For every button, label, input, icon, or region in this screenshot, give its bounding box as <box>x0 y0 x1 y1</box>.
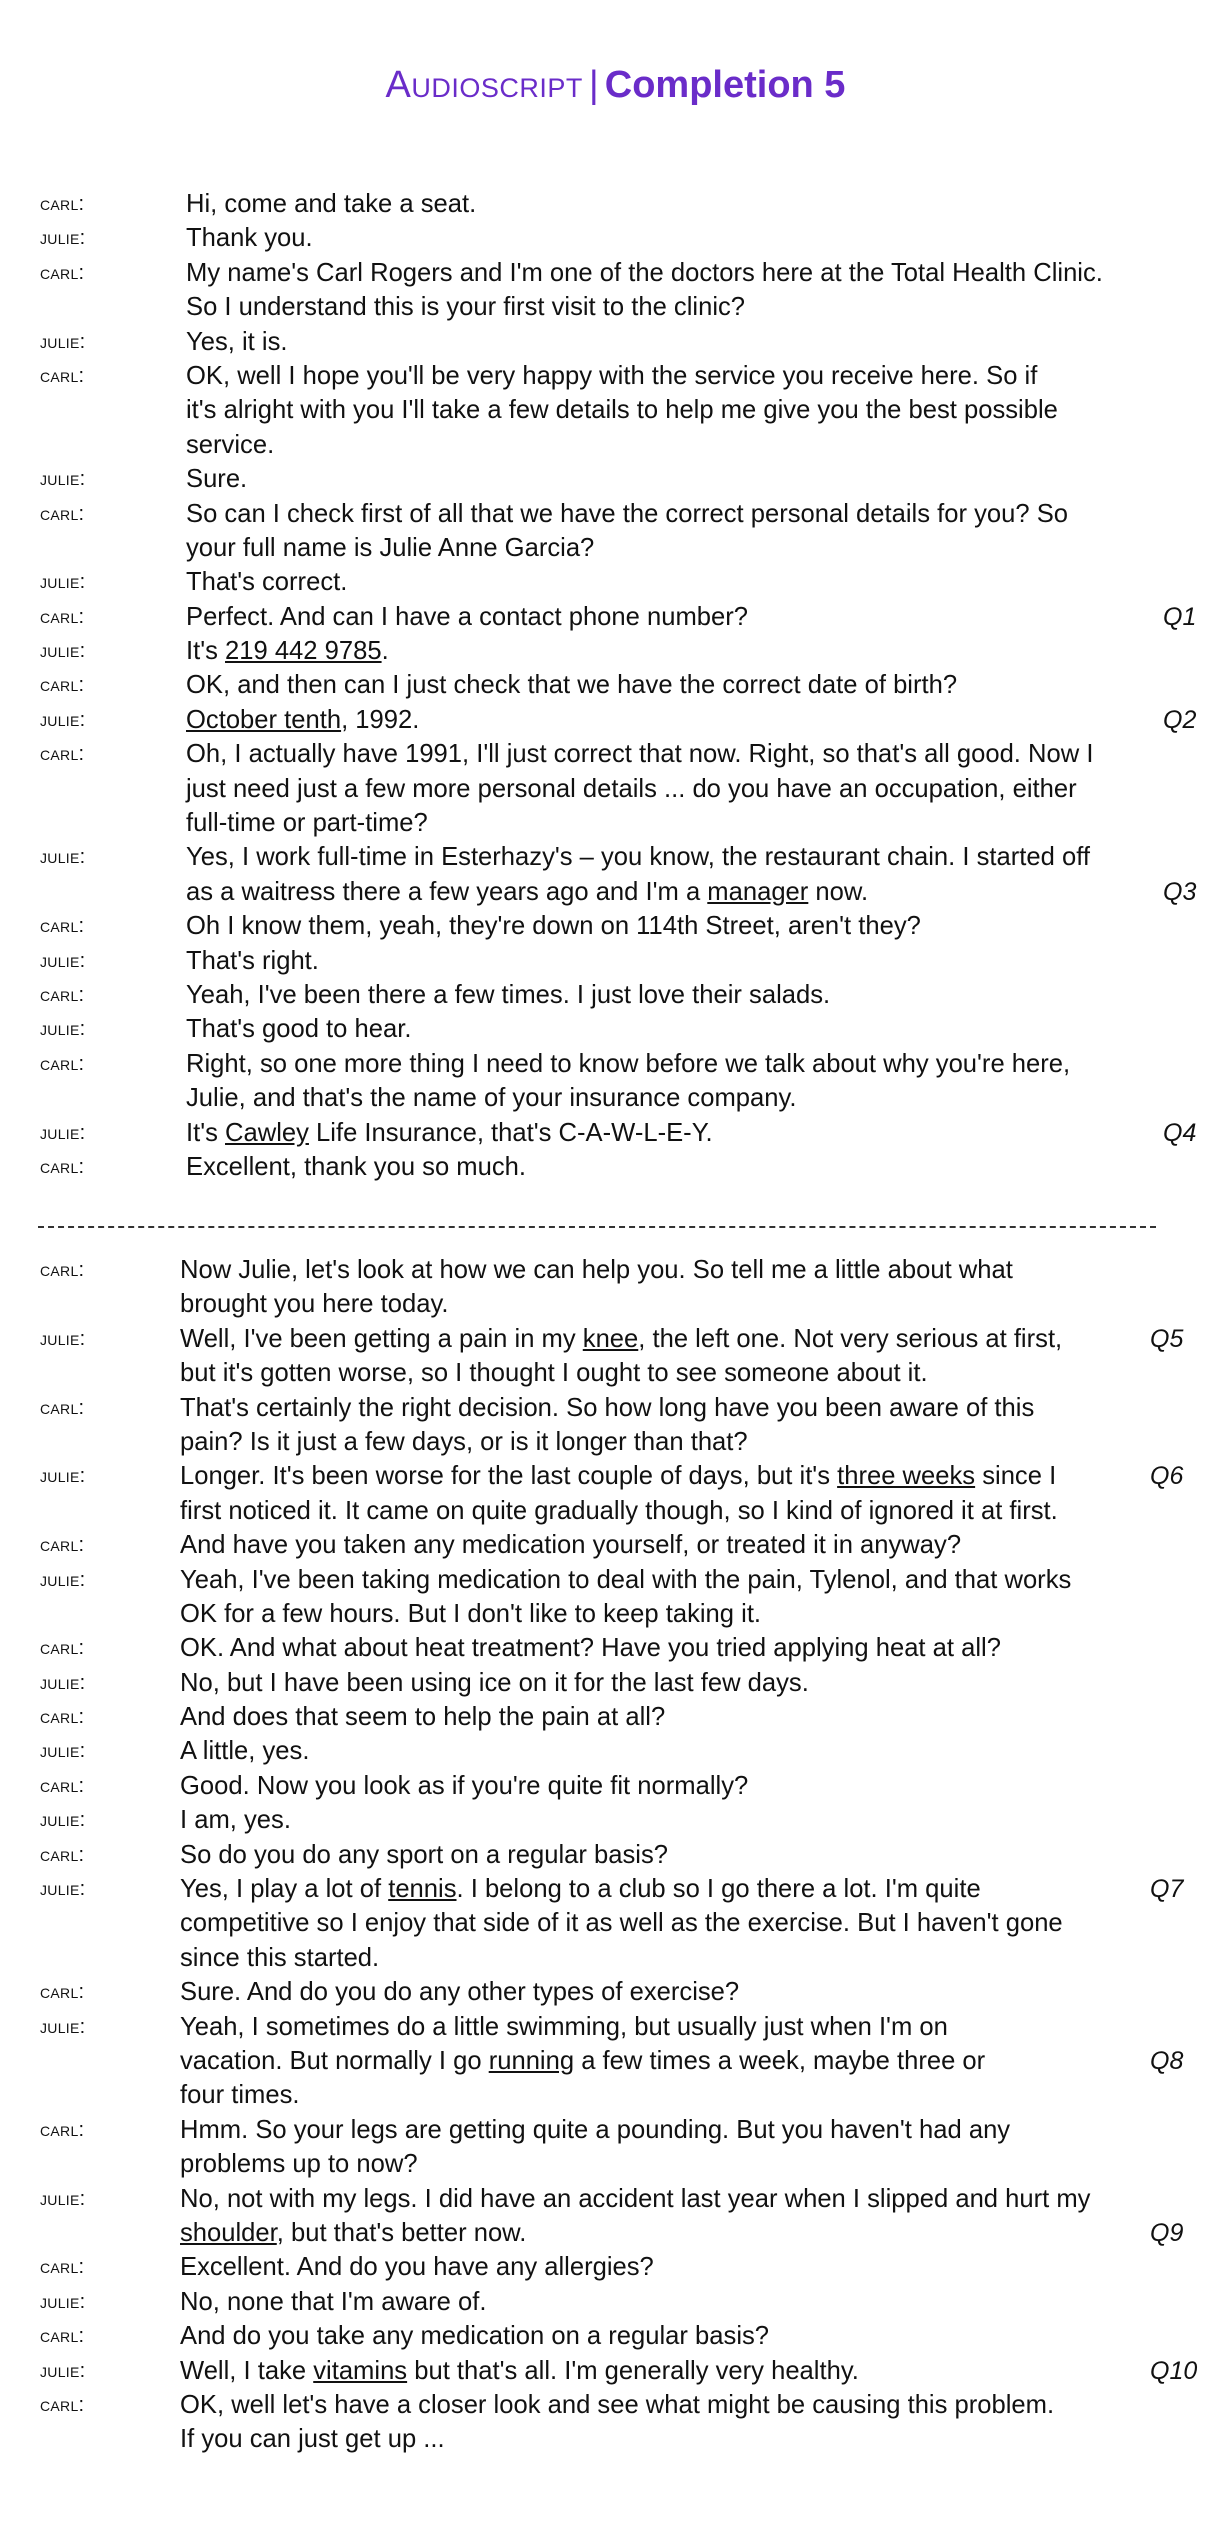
text-segment: So do you do any sport on a regular basis? <box>180 1840 669 1869</box>
text-segment: I am, yes. <box>180 1806 291 1835</box>
text-segment: since I <box>975 1462 1057 1491</box>
dialogue-line <box>0 2182 1231 2216</box>
text-segment: Yeah, I sometimes do a little swimming, but usually just when I'm on <box>180 2012 948 2041</box>
dialogue-line <box>0 2285 1231 2319</box>
question-marker: Q8 <box>1150 2046 1184 2075</box>
title-main: Completion 5 <box>604 64 846 106</box>
answer-underlined: October tenth <box>186 705 342 734</box>
text-segment: brought you here today. <box>180 1290 449 1319</box>
text-segment: And do you take any medication on a regular basis? <box>180 2322 770 2351</box>
speaker-label: julie: <box>40 1809 86 1832</box>
speaker-label: julie: <box>40 1568 86 1591</box>
question-marker: Q9 <box>1150 2218 1184 2247</box>
speaker-label: julie: <box>40 846 86 869</box>
text-segment: a few times a week, maybe three or <box>574 2046 986 2075</box>
question-marker: Q10 <box>1150 2356 1198 2385</box>
speaker-label: carl: <box>40 915 85 938</box>
line-text <box>180 1734 309 1768</box>
speaker-label: carl: <box>40 364 85 387</box>
speaker-label: carl: <box>40 1843 85 1866</box>
line-text <box>180 1769 748 1803</box>
text-segment: OK, well let's have a closer look and see what might be causing this problem. <box>180 2390 1055 2419</box>
line-text <box>186 393 1058 427</box>
text-segment: OK, well I hope you'll be very happy with the service you receive here. So if <box>186 361 1038 390</box>
dialogue-line <box>0 703 1231 737</box>
text-segment: but that's all. I'm generally very healthy. <box>407 2356 859 2385</box>
text-segment: OK, and then can I just check that we have the correct date of birth? <box>186 671 958 700</box>
title-prefix: Audioscript <box>385 64 583 106</box>
line-text <box>180 2044 985 2078</box>
speaker-label: carl: <box>40 1396 85 1419</box>
speaker-label: carl: <box>40 743 85 766</box>
text-segment: Oh I know them, yeah, they're down on 114th Street, aren't they? <box>186 912 921 941</box>
line-text <box>186 909 921 943</box>
line-text <box>186 187 476 221</box>
text-segment: Yeah, I've been there a few times. I just love their salads. <box>186 980 831 1009</box>
text-segment: If you can just get up ... <box>180 2425 445 2454</box>
text-segment: Thank you. <box>186 224 313 253</box>
line-text <box>186 1116 713 1150</box>
text-segment: it's alright with you I'll take a few details to help me give you the best possible <box>186 396 1058 425</box>
dialogue-line <box>0 1425 1231 1459</box>
dialogue-line <box>0 737 1231 771</box>
dialogue-line <box>0 1941 1231 1975</box>
text-segment: problems up to now? <box>180 2150 418 2179</box>
speaker-label: carl: <box>40 2118 85 2141</box>
dialogue-line <box>0 1528 1231 1562</box>
title-separator: | <box>588 64 599 106</box>
line-text <box>180 1803 291 1837</box>
line-text <box>180 1425 748 1459</box>
text-segment: That's right. <box>186 946 319 975</box>
text-segment: Sure. And do you do any other types of exercise? <box>180 1978 740 2007</box>
dialogue-line <box>0 1769 1231 1803</box>
dialogue-line <box>0 909 1231 943</box>
answer-underlined: tennis <box>388 1875 457 1904</box>
dialogue-line <box>0 1631 1231 1665</box>
speaker-label: julie: <box>40 2359 86 2382</box>
line-text <box>186 497 1068 531</box>
answer-underlined: manager <box>707 877 809 906</box>
text-segment: Hmm. So your legs are getting quite a pounding. But you haven't had any <box>180 2115 1011 2144</box>
speaker-label: julie: <box>40 1327 86 1350</box>
line-text <box>180 1838 668 1872</box>
dialogue-line <box>0 531 1231 565</box>
text-segment: Excellent, thank you so much. <box>186 1152 527 1181</box>
dialogue-line <box>0 634 1231 668</box>
line-text <box>180 1459 1056 1493</box>
line-text <box>180 1356 928 1390</box>
text-segment: Life Insurance, that's C-A-W-L-E-Y. <box>308 1118 713 1147</box>
text-segment: And does that seem to help the pain at all? <box>180 1703 666 1732</box>
line-text <box>180 2010 948 2044</box>
text-segment: four times. <box>180 2081 300 2110</box>
question-marker: Q4 <box>1163 1118 1197 1147</box>
speaker-label: julie: <box>40 1878 86 1901</box>
text-segment: Excellent. And do you have any allergies? <box>180 2253 654 2282</box>
dialogue-line <box>0 1494 1231 1528</box>
line-text <box>180 1666 809 1700</box>
text-segment: Good. Now you look as if you're quite fit normally? <box>180 1771 749 1800</box>
dialogue-line <box>0 978 1231 1012</box>
text-segment: but it's gotten worse, so I thought I ought to see someone about it. <box>180 1359 928 1388</box>
text-segment: . <box>381 637 389 666</box>
line-text <box>186 428 274 462</box>
line-text <box>180 2113 1010 2147</box>
dialogue-line <box>0 1734 1231 1768</box>
dialogue-line <box>0 2319 1231 2353</box>
text-segment: Hi, come and take a seat. <box>186 190 477 218</box>
line-text <box>186 1047 1070 1081</box>
line-text <box>180 1322 1062 1356</box>
answer-underlined: 219 442 9785 <box>225 637 382 666</box>
dialogue-line <box>0 668 1231 702</box>
dialogue-line <box>0 2113 1231 2147</box>
dialogue-line <box>0 187 1231 221</box>
speaker-label: julie: <box>40 640 86 663</box>
speaker-label: julie: <box>40 2187 86 2210</box>
line-text <box>180 1287 448 1321</box>
line-text <box>186 256 1103 290</box>
line-text <box>186 737 1093 771</box>
question-marker: Q5 <box>1150 1324 1184 1353</box>
line-text <box>186 840 1090 874</box>
line-text <box>180 2388 1054 2422</box>
text-segment: It's <box>186 637 226 666</box>
line-text <box>186 806 428 840</box>
line-text <box>186 600 748 634</box>
dialogue-line <box>0 1253 1231 1287</box>
dialogue-line <box>0 2250 1231 2284</box>
text-segment: Yes, it is. <box>186 327 288 356</box>
text-segment: OK. And what about heat treatment? Have you tried applying heat at all? <box>180 1634 1001 1663</box>
answer-underlined: vitamins <box>313 2356 408 2385</box>
speaker-label: carl: <box>40 1155 85 1178</box>
line-text <box>186 1012 411 1046</box>
dialogue-line <box>0 1872 1231 1906</box>
speaker-label: carl: <box>40 1774 85 1797</box>
speaker-label: julie: <box>40 708 86 731</box>
text-segment: pain? Is it just a few days, or is it longer than that? <box>180 1427 748 1456</box>
line-text <box>180 1631 1001 1665</box>
text-segment: since this started. <box>180 1943 380 1972</box>
dialogue-line <box>0 1150 1231 1184</box>
text-segment: now. <box>808 877 869 906</box>
dialogue-line <box>0 1116 1231 1150</box>
line-text <box>186 944 319 978</box>
speaker-label: julie: <box>40 571 86 594</box>
text-segment: It's <box>186 1118 226 1147</box>
line-text <box>180 1391 1034 1425</box>
speaker-label: carl: <box>40 2325 85 2348</box>
text-segment: Perfect. And can I have a contact phone number? <box>186 602 749 631</box>
text-segment: So I understand this is your first visit to the clinic? <box>186 293 746 322</box>
dialogue-line <box>0 565 1231 599</box>
dialogue-line <box>0 1563 1231 1597</box>
text-segment: Yes, I play a lot of <box>180 1875 389 1904</box>
speaker-label: julie: <box>40 330 86 353</box>
line-text <box>180 2422 445 2456</box>
text-segment: A little, yes. <box>180 1737 310 1766</box>
line-text <box>180 1528 961 1562</box>
speaker-label: carl: <box>40 2393 85 2416</box>
answer-underlined: knee <box>582 1324 639 1353</box>
dialogue-line <box>0 1975 1231 2009</box>
text-segment: , 1992. <box>341 705 420 734</box>
dialogue-line <box>0 1906 1231 1940</box>
text-segment: So can I check first of all that we have the correct personal details for you? So <box>186 499 1069 528</box>
text-segment: Well, I take <box>180 2356 314 2385</box>
text-segment: No, but I have been using ice on it for the last few days. <box>180 1668 809 1697</box>
question-marker: Q3 <box>1163 877 1197 906</box>
speaker-label: carl: <box>40 674 85 697</box>
text-segment: , the left one. Not very serious at first, <box>638 1324 1063 1353</box>
text-segment: vacation. But normally I go <box>180 2046 489 2075</box>
text-segment: That's correct. <box>186 568 348 597</box>
line-text <box>186 531 594 565</box>
text-segment: Now Julie, let's look at how we can help you. So tell me a little about what <box>180 1256 1013 1284</box>
dialogue-line <box>0 2147 1231 2181</box>
dialogue-line <box>0 428 1231 462</box>
line-text <box>180 1906 1063 1940</box>
line-text <box>186 668 957 702</box>
line-text <box>180 1597 761 1631</box>
line-text <box>180 1941 379 1975</box>
dialogue-line <box>0 290 1231 324</box>
answer-underlined: three weeks <box>837 1462 976 1491</box>
line-text <box>186 221 313 255</box>
text-segment: , but that's better now. <box>276 2218 527 2247</box>
dialogue-line <box>0 772 1231 806</box>
speaker-label: carl: <box>40 261 85 284</box>
dialogue-line <box>0 393 1231 427</box>
section-divider <box>38 1226 1156 1228</box>
dialogue-line <box>0 2010 1231 2044</box>
speaker-label: julie: <box>40 2015 86 2038</box>
speaker-label: carl: <box>40 1706 85 1729</box>
line-text <box>180 2285 487 2319</box>
dialogue-line <box>0 1391 1231 1425</box>
answer-underlined: Cawley <box>225 1118 309 1147</box>
line-text <box>180 1975 739 2009</box>
text-segment: as a waitress there a few years ago and I'm a <box>186 877 708 906</box>
speaker-label: julie: <box>40 468 86 491</box>
text-segment: OK for a few hours. But I don't like to keep taking it. <box>180 1599 762 1628</box>
page-title <box>0 62 1231 108</box>
dialogue-line <box>0 840 1231 874</box>
dialogue-line <box>0 1700 1231 1734</box>
line-text <box>186 875 868 909</box>
dialogue-line <box>0 2388 1231 2422</box>
speaker-label: carl: <box>40 983 85 1006</box>
line-text <box>180 2354 859 2388</box>
dialogue-line <box>0 600 1231 634</box>
text-segment: That's certainly the right decision. So how long have you been aware of this <box>180 1393 1035 1422</box>
dialogue-line <box>0 1012 1231 1046</box>
dialogue-line <box>0 2354 1231 2388</box>
speaker-label: julie: <box>40 949 86 972</box>
question-marker: Q2 <box>1163 705 1197 734</box>
text-segment: That's good to hear. <box>186 1015 412 1044</box>
dialogue-line <box>0 1597 1231 1631</box>
line-text <box>180 2250 654 2284</box>
speaker-label: carl: <box>40 1052 85 1075</box>
line-text <box>186 290 745 324</box>
dialogue-line <box>0 1322 1231 1356</box>
question-marker: Q7 <box>1150 1875 1184 1904</box>
dialogue-line <box>0 944 1231 978</box>
line-text <box>180 1494 1058 1528</box>
text-segment: No, not with my legs. I did have an accident last year when I slipped and hurt my <box>180 2184 1091 2213</box>
answer-underlined: shoulder <box>180 2218 277 2247</box>
text-segment: Longer. It's been worse for the last couple of days, but it's <box>180 1462 838 1491</box>
dialogue-line <box>0 1081 1231 1115</box>
text-segment: And have you taken any medication yourself, or treated it in anyway? <box>180 1531 962 1560</box>
dialogue-line <box>0 359 1231 393</box>
dialogue-line <box>0 497 1231 531</box>
text-segment: Right, so one more thing I need to know before we talk about why you're here, <box>186 1049 1071 1078</box>
line-text <box>180 1872 981 1906</box>
line-text <box>186 1150 526 1184</box>
question-marker: Q1 <box>1163 602 1197 631</box>
dialogue-line <box>0 256 1231 290</box>
text-segment: your full name is Julie Anne Garcia? <box>186 533 595 562</box>
speaker-label: julie: <box>40 2290 86 2313</box>
text-segment: Yeah, I've been taking medication to deal with the pain, Tylenol, and that works <box>180 1565 1072 1594</box>
text-segment: first noticed it. It came on quite gradually though, so I kind of ignored it at first. <box>180 1496 1058 1525</box>
dialogue-line <box>0 2044 1231 2078</box>
line-text <box>180 2182 1090 2216</box>
line-text <box>186 462 247 496</box>
text-segment: Sure. <box>186 465 248 494</box>
text-segment: Oh, I actually have 1991, I'll just correct that now. Right, so that's all good. Now I <box>186 740 1094 769</box>
dialogue-line <box>0 2422 1231 2456</box>
dialogue-line <box>0 1803 1231 1837</box>
line-text <box>186 634 389 668</box>
speaker-label: carl: <box>40 1534 85 1557</box>
dialogue-line <box>0 1047 1231 1081</box>
speaker-label: carl: <box>40 1981 85 2004</box>
dialogue-line <box>0 806 1231 840</box>
speaker-label: julie: <box>40 1740 86 1763</box>
text-segment: competitive so I enjoy that side of it as well as the exercise. But I haven't gone <box>180 1909 1063 1938</box>
line-text <box>186 565 347 599</box>
line-text <box>186 978 830 1012</box>
line-text <box>186 359 1037 393</box>
line-text <box>186 1081 796 1115</box>
dialogue-line <box>0 325 1231 359</box>
speaker-label: carl: <box>40 2256 85 2279</box>
line-text <box>180 2216 526 2250</box>
text-segment: just need just a few more personal details ... do you have an occupation, either <box>186 774 1077 803</box>
dialogue-line <box>0 221 1231 255</box>
dialogue-section-2 <box>0 1253 1231 2457</box>
dialogue-line <box>0 1287 1231 1321</box>
question-marker: Q6 <box>1150 1462 1184 1491</box>
speaker-label: carl: <box>40 605 85 628</box>
text-segment: Yes, I work full-time in Esterhazy's – you know, the restaurant chain. I started off <box>186 843 1090 872</box>
speaker-label: carl: <box>40 1637 85 1660</box>
dialogue-line <box>0 462 1231 496</box>
line-text <box>180 2147 418 2181</box>
text-segment: Well, I've been getting a pain in my <box>180 1324 583 1353</box>
dialogue-line <box>0 2078 1231 2112</box>
dialogue-line <box>0 1459 1231 1493</box>
speaker-label: carl: <box>40 1259 85 1281</box>
line-text <box>186 703 419 737</box>
text-segment: . I belong to a club so I go there a lot. I'm quite <box>456 1875 981 1904</box>
line-text <box>180 1700 665 1734</box>
speaker-label: julie: <box>40 1671 86 1694</box>
line-text <box>180 2319 769 2353</box>
line-text <box>180 2078 299 2112</box>
line-text <box>186 325 287 359</box>
speaker-label: julie: <box>40 1121 86 1144</box>
text-segment: Julie, and that's the name of your insurance company. <box>186 1084 797 1113</box>
text-segment: service. <box>186 430 275 459</box>
text-segment: No, none that I'm aware of. <box>180 2287 487 2316</box>
text-segment: My name's Carl Rogers and I'm one of the doctors here at the Total Health Clinic. <box>186 258 1103 287</box>
speaker-label: carl: <box>40 193 85 215</box>
speaker-label: carl: <box>40 502 85 525</box>
dialogue-line <box>0 1838 1231 1872</box>
speaker-label: julie: <box>40 1018 86 1041</box>
answer-underlined: running <box>488 2046 575 2075</box>
dialogue-line <box>0 1666 1231 1700</box>
dialogue-section-1 <box>0 187 1231 1184</box>
text-segment: full-time or part-time? <box>186 809 428 838</box>
line-text <box>180 1253 1013 1287</box>
speaker-label: julie: <box>40 1465 86 1488</box>
speaker-label: julie: <box>40 227 86 250</box>
dialogue-line <box>0 1356 1231 1390</box>
line-text <box>186 772 1077 806</box>
dialogue-line <box>0 2216 1231 2250</box>
line-text <box>180 1563 1071 1597</box>
dialogue-line <box>0 875 1231 909</box>
